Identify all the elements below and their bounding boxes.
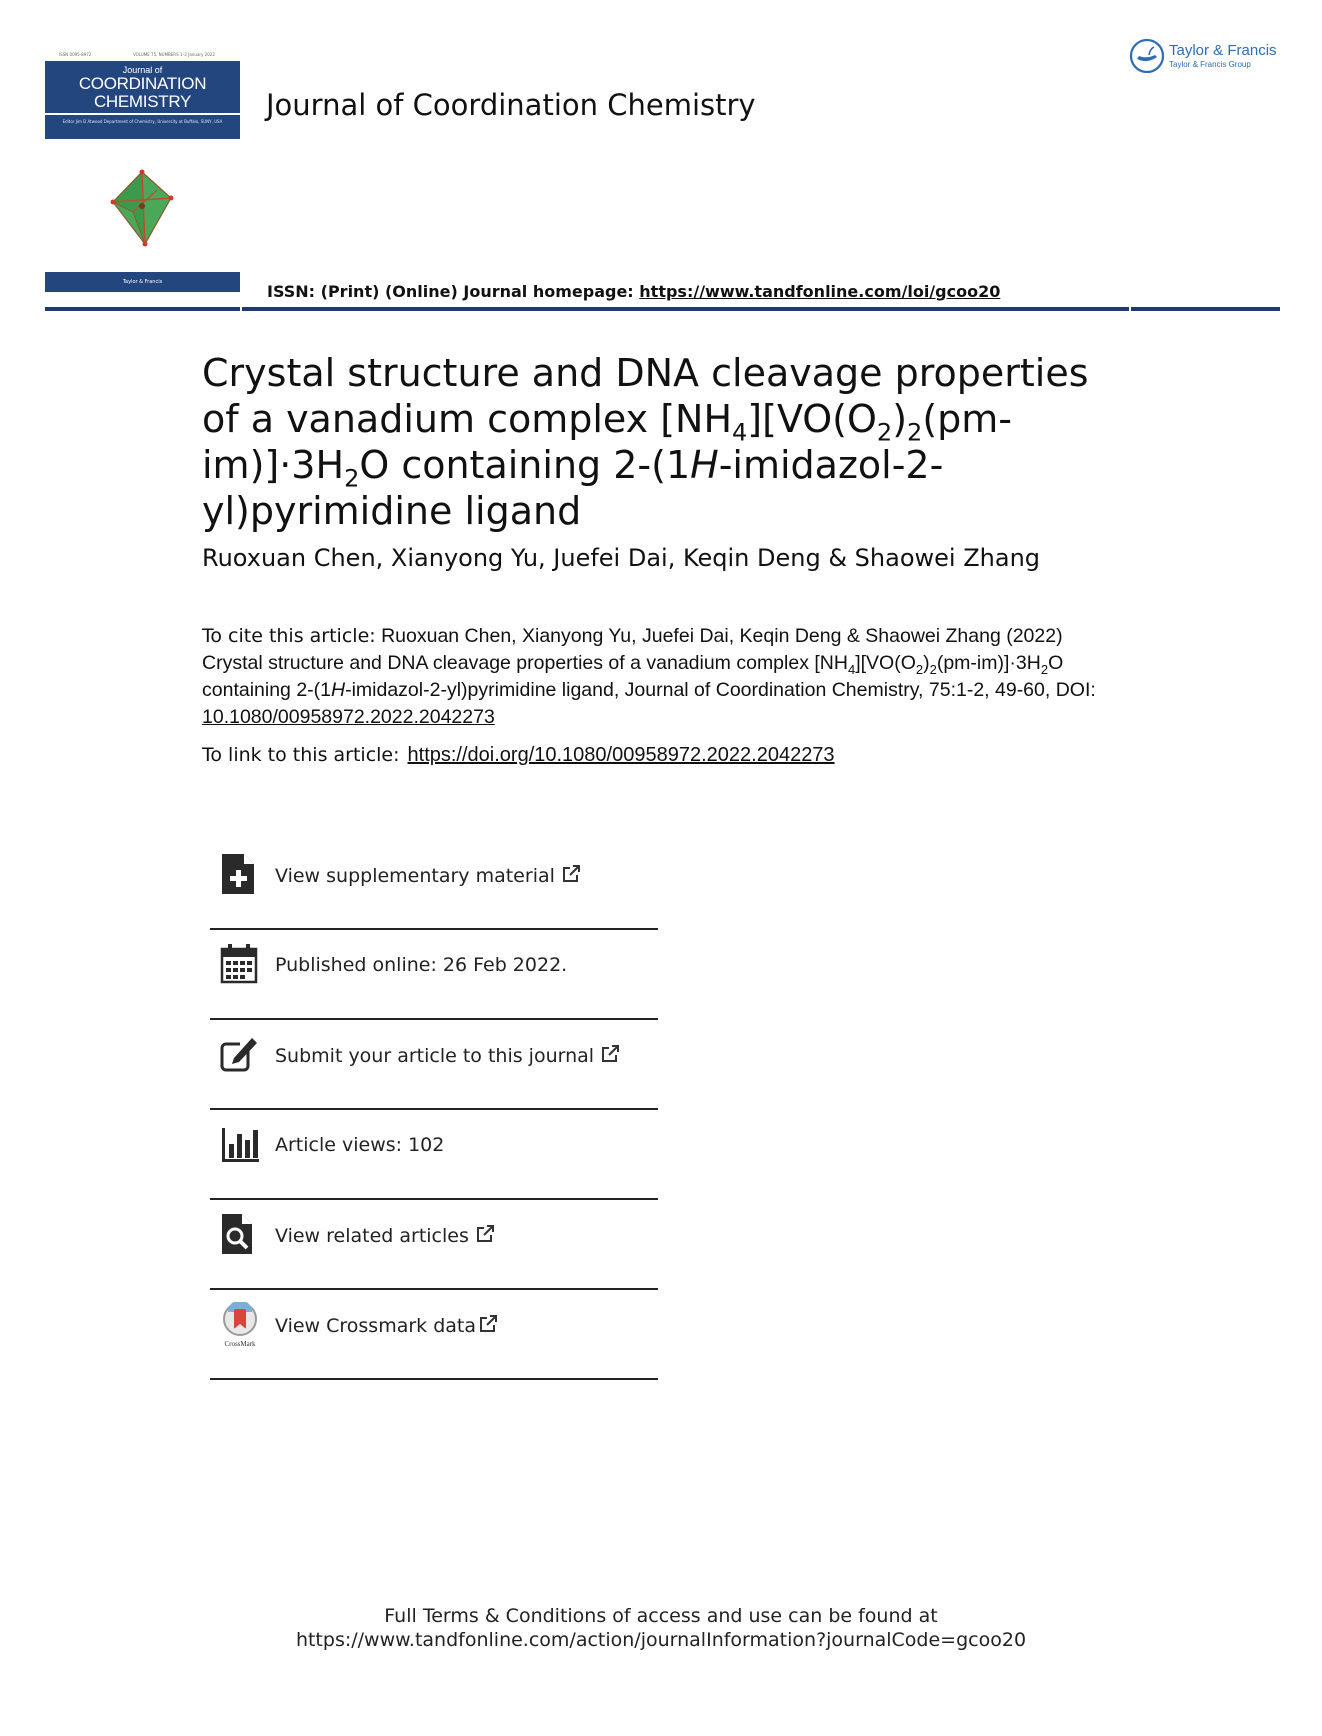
article-link-label: To link to this article:: [202, 744, 400, 766]
row-related[interactable]: [210, 1200, 658, 1290]
citation: To cite this article: Ruoxuan Chen, Xianyong Yu, Juefei Dai, Keqin Deng & Shaowei Zhang (2022) Crystal structure and DNA cleavage properties of a vanadium complex $[NH_4][VO(O_2)_2(pm-im)]\cdot 3H_2O$ containing 2-(1H-imidazol-2-yl)pyrimidine ligand, Journal of Coordination Chemistry, 75:1-2, 49-60, DOI: 10.1080/00958972.2022.2042273: [202, 625, 1096, 728]
journal-cover: [45, 52, 240, 292]
submit-article-link[interactable]: Submit your article to this journal: [275, 1044, 620, 1067]
crossmark-icon: [220, 1302, 260, 1338]
journal-title: Journal of Coordination Chemistry: [266, 88, 756, 122]
issn-line: [267, 282, 1000, 301]
published-date: Published online: 26 Feb 2022.: [275, 954, 568, 976]
row-crossmark[interactable]: [210, 1290, 658, 1380]
authors: Ruoxuan Chen, Xianyong Yu, Juefei Dai, Keqin Deng & Shaowei Zhang: [202, 544, 1041, 572]
cover-issn: ISSN 0095-8972: [59, 52, 92, 57]
external-link-icon: [600, 1044, 620, 1064]
crossmark-badge: [220, 1302, 260, 1346]
publisher-group: Taylor & Francis Group: [1169, 60, 1251, 69]
row-supplementary[interactable]: [210, 840, 658, 930]
cover-editor-text: Editor Jim D Atwood Department of Chemistry, University at Buffalo, SUNY, USA: [45, 115, 240, 139]
supplementary-link[interactable]: View supplementary material: [275, 864, 581, 887]
article-doi-url[interactable]: https://doi.org/10.1080/00958972.2022.2042273: [407, 744, 835, 766]
header-rule: [45, 307, 1280, 311]
publisher-name: Taylor & Francis: [1169, 42, 1277, 59]
calendar-icon: [220, 942, 260, 986]
bar-chart-icon: [220, 1122, 260, 1166]
row-views: [210, 1110, 658, 1200]
row-submit[interactable]: [210, 1020, 658, 1110]
cover-top-strip: [45, 52, 240, 59]
external-link-icon: [561, 864, 581, 884]
terms-footer: [0, 1604, 1322, 1652]
external-link-icon: [478, 1314, 498, 1334]
citation-label: To cite this article:: [202, 625, 376, 647]
cover-journal-of: Journal of: [122, 65, 163, 75]
cover-publisher-band: Taylor & Francis: [45, 272, 240, 292]
crossmark-link[interactable]: View Crossmark data: [275, 1314, 498, 1337]
related-articles-link[interactable]: View related articles: [275, 1224, 495, 1247]
taylor-francis-lamp-icon: [1129, 38, 1165, 74]
file-plus-icon: [220, 852, 260, 896]
doi-link[interactable]: 10.1080/00958972.2022.2042273: [202, 706, 495, 728]
file-search-icon: [220, 1212, 260, 1256]
issn-label: ISSN: (Print) (Online) Journal homepage:: [267, 282, 640, 301]
edit-icon: [220, 1032, 260, 1076]
octahedron-image: [107, 168, 177, 248]
taylor-francis-logo[interactable]: [1129, 38, 1289, 78]
cover-title-band: [45, 61, 240, 113]
cover-volume: VOLUME 75, NUMBERS 1–2 January 2022: [133, 52, 215, 57]
terms-line: Full Terms & Conditions of access and use can be found at: [384, 1605, 938, 1627]
article-link-line: [202, 744, 835, 767]
crossmark-label: CrossMark: [224, 1340, 256, 1348]
journal-homepage-link[interactable]: https://www.tandfonline.com/loi/gcoo20: [639, 282, 1001, 301]
cover-journal-name: COORDINATION CHEMISTRY: [78, 74, 207, 111]
row-published: [210, 930, 658, 1020]
article-info-list: [210, 840, 658, 1380]
external-link-icon: [475, 1224, 495, 1244]
terms-url[interactable]: https://www.tandfonline.com/action/journalInformation?journalCode=gcoo20: [295, 1629, 1027, 1651]
article-title: Crystal structure and DNA cleavage properties of a vanadium complex $[NH_4][VO(O_2)_2(pm-im)]\cdot 3H_2O$ containing 2-(1H-imidazol-2-yl)pyrimidine ligand: [202, 351, 1089, 533]
article-views: Article views: 102: [275, 1134, 445, 1156]
